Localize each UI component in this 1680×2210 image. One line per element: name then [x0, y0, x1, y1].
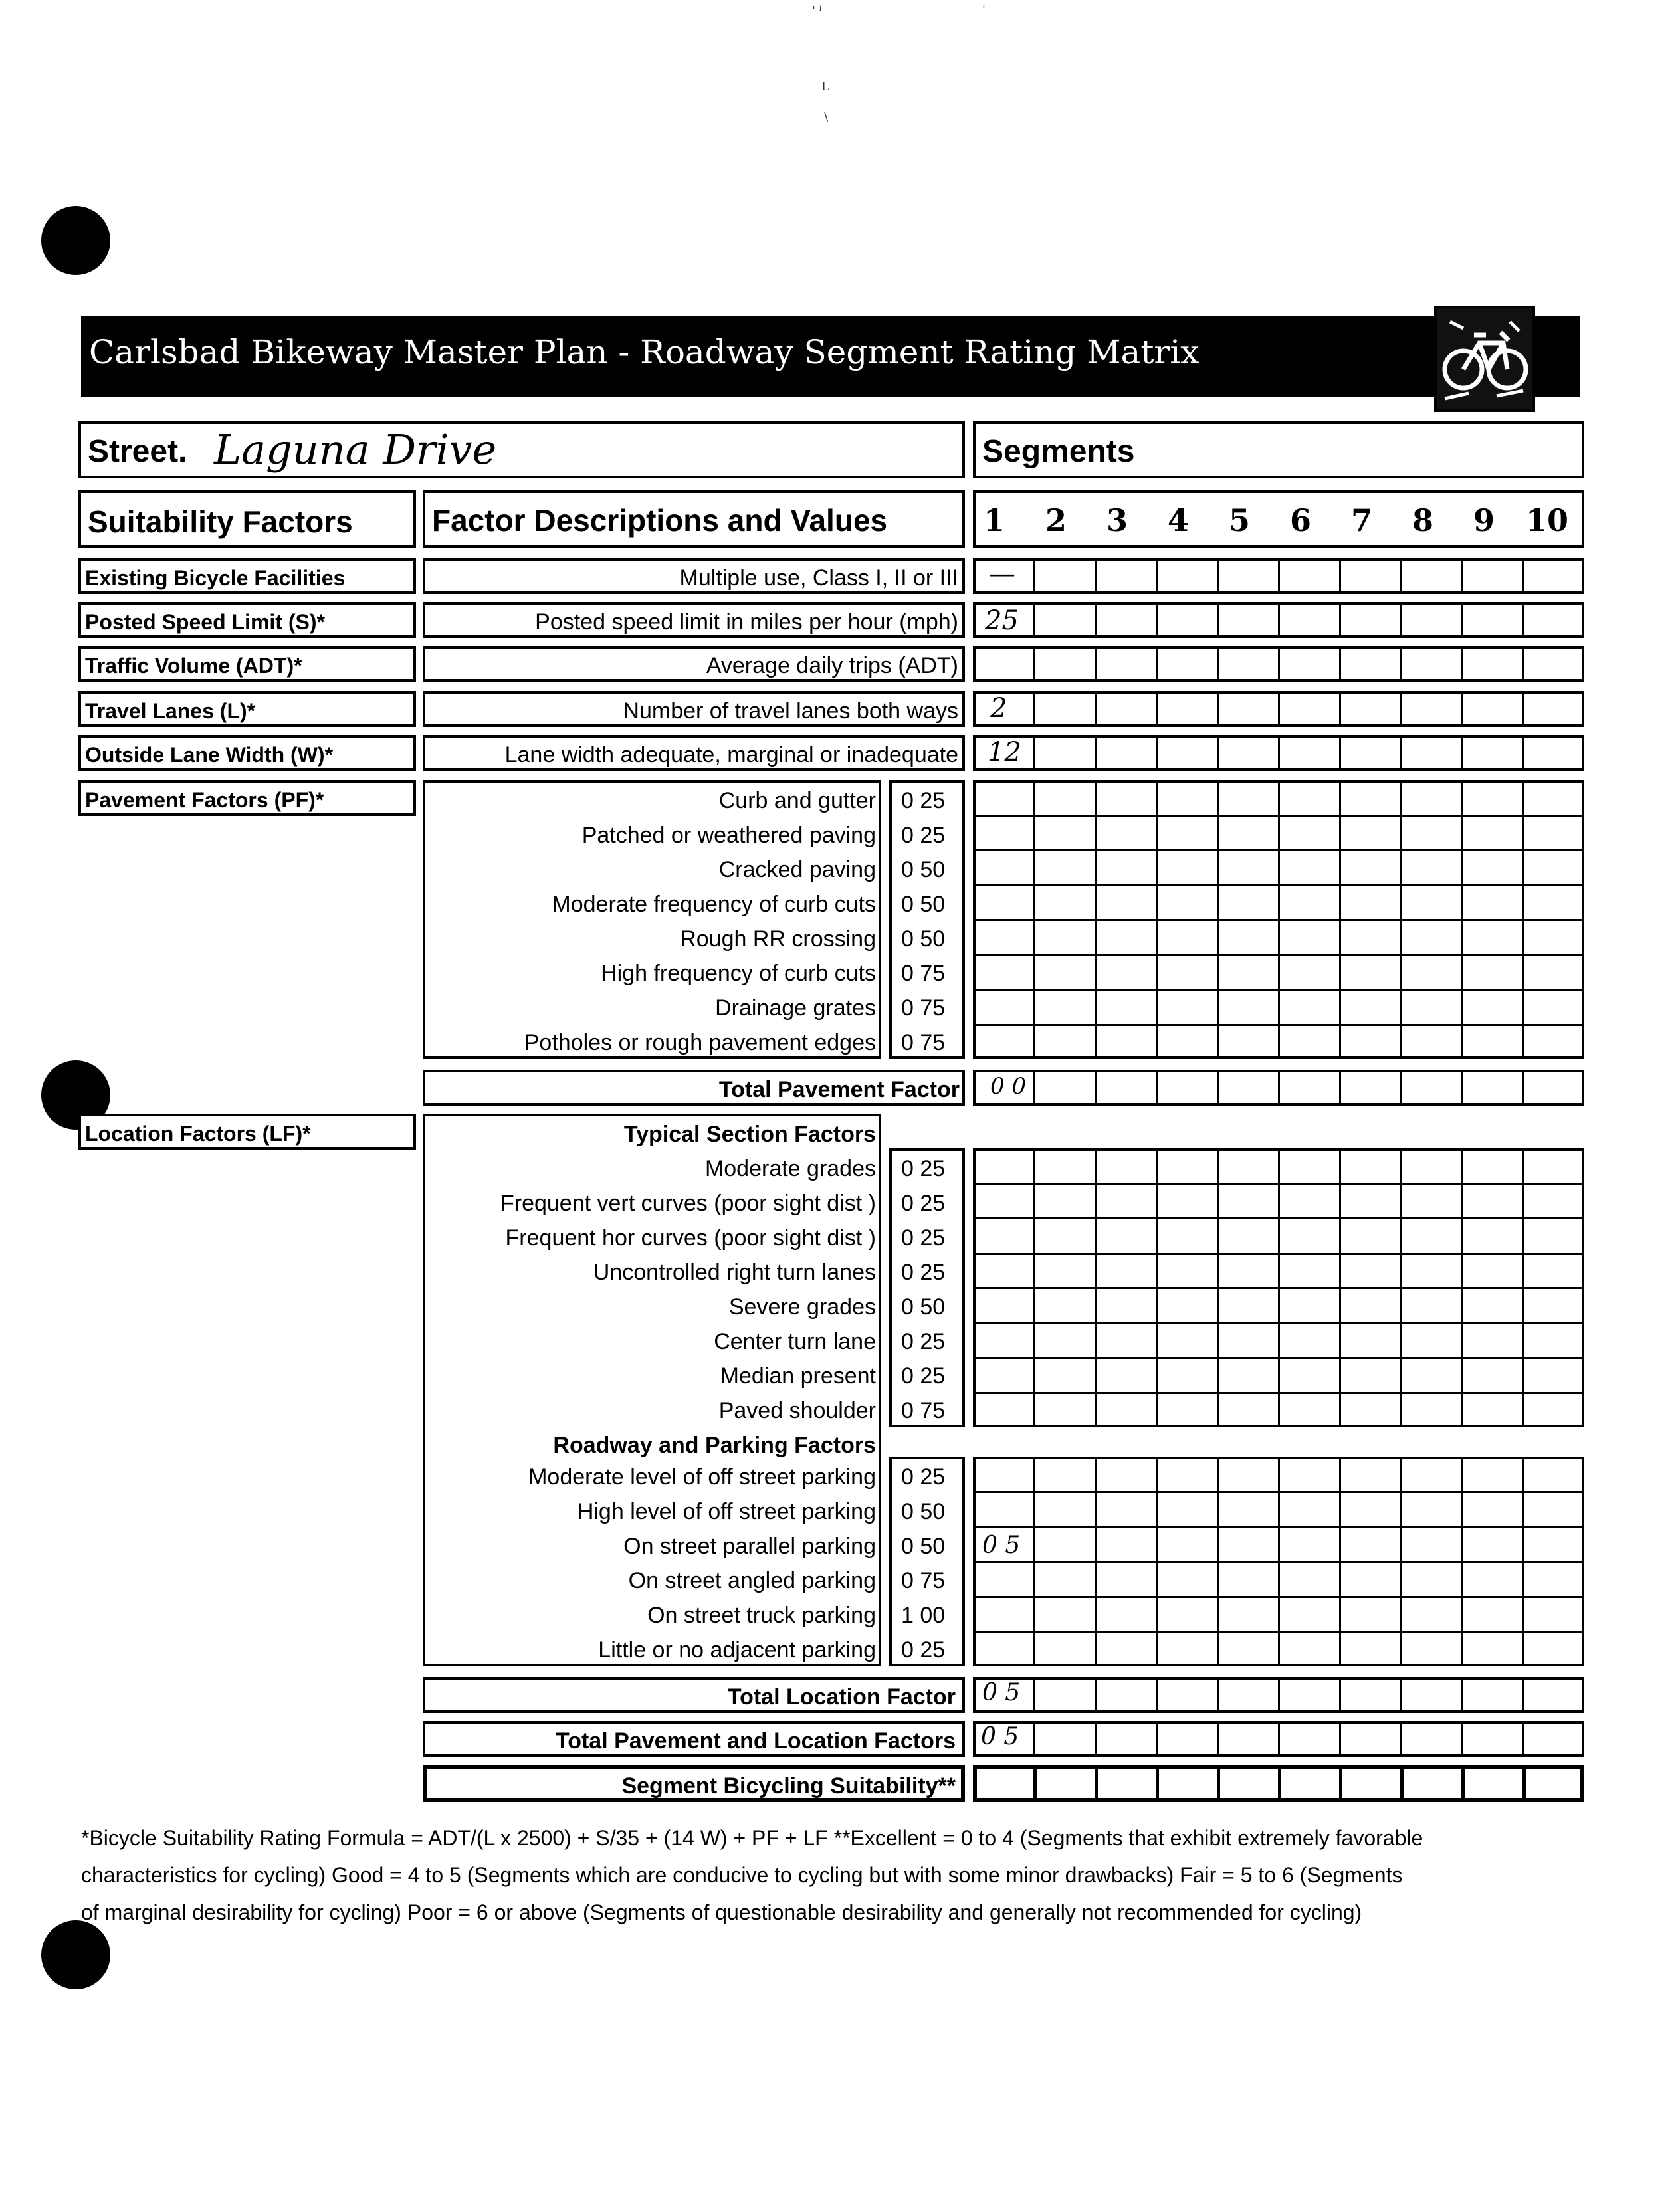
grid-column-divider: [1033, 1677, 1035, 1713]
typical-section-heading: Typical Section Factors: [623, 1122, 876, 1147]
grid-column-divider: [1095, 1765, 1098, 1802]
grid-column-divider: [1033, 558, 1035, 594]
grid-column-divider: [1095, 1677, 1097, 1713]
typical-item: Frequent vert curves (poor sight dist ): [500, 1191, 876, 1216]
street-value[interactable]: Laguna Drive: [214, 425, 497, 474]
grid-column-divider: [1400, 558, 1402, 594]
grid-row-divider: [973, 1526, 1584, 1528]
grid-row-divider: [973, 849, 1584, 851]
parking-item: On street truck parking: [647, 1603, 876, 1628]
grid-column-divider: [1095, 691, 1097, 727]
grid-column-divider: [1217, 602, 1219, 638]
grid-column-divider: [1400, 1070, 1402, 1106]
typical-value: 0 75: [901, 1398, 946, 1423]
grid-column-divider: [1217, 691, 1219, 727]
grid-column-divider: [1278, 1070, 1280, 1106]
grid-column-divider: [1400, 1677, 1402, 1713]
grid-column-divider: [1339, 735, 1341, 771]
grid-row-divider: [973, 1183, 1584, 1185]
segment-numbers-header: [973, 490, 1584, 548]
factor-label-width: Outside Lane Width (W)*: [78, 735, 416, 771]
pavement-item: High frequency of curb cuts: [601, 961, 876, 986]
grid-row-divider: [973, 1024, 1584, 1026]
pavement-value: 0 25: [901, 823, 946, 848]
segment-number: 10: [1525, 502, 1568, 538]
segment-number: 2: [1045, 502, 1067, 538]
grid-row-divider: [973, 954, 1584, 956]
parking-item: On street angled parking: [628, 1568, 876, 1593]
factor-desc-speed: Posted speed limit in miles per hour (mph): [423, 602, 965, 638]
grid-column-divider: [1033, 602, 1035, 638]
grid-column-divider: [1278, 602, 1280, 638]
grid-column-divider: [1217, 558, 1219, 594]
segment-number: 6: [1289, 502, 1311, 538]
grid-column-divider: [1522, 646, 1524, 682]
grid-column-divider: [1156, 1070, 1158, 1106]
footnote-line: of marginal desirability for cycling) Poor = 6 or above (Segments of questionable desirability and generally not recommended for cycling): [81, 1900, 1362, 1924]
typical-value: 0 25: [901, 1260, 946, 1285]
grid-column-divider: [1033, 735, 1035, 771]
factor-desc-lanes: Number of travel lanes both ways: [423, 691, 965, 727]
segment-entry[interactable]: 0 0: [990, 1073, 1027, 1100]
scan-mark: \: [824, 110, 829, 124]
pavement-value: 0 25: [901, 788, 946, 813]
grid-column-divider: [1522, 602, 1524, 638]
scan-mark: ' ⁱ: [812, 4, 822, 18]
grid-row-divider: [973, 815, 1584, 817]
typical-item: Paved shoulder: [718, 1398, 876, 1423]
grid-row-divider: [973, 884, 1584, 886]
grid-column-divider: [1461, 1070, 1463, 1106]
grid-column-divider: [1278, 691, 1280, 727]
grid-row-divider: [973, 1491, 1584, 1493]
grid-column-divider: [1095, 602, 1097, 638]
grid-column-divider: [1461, 1765, 1465, 1802]
grid-column-divider: [1339, 1721, 1341, 1757]
grid-row-divider: [973, 989, 1584, 991]
parking-value: 1 00: [901, 1603, 946, 1628]
grid-column-divider: [1217, 646, 1219, 682]
grid-column-divider: [1095, 646, 1097, 682]
total-pavement-location-label: Total Pavement and Location Factors: [423, 1721, 965, 1757]
grid-row-divider: [973, 1631, 1584, 1633]
suitability-factors-header: Suitability Factors: [78, 490, 416, 548]
grid-column-divider: [1461, 602, 1463, 638]
grid-column-divider: [1278, 646, 1280, 682]
grid-column-divider: [1033, 691, 1035, 727]
grid-column-divider: [1095, 558, 1097, 594]
grid-column-divider: [1033, 1721, 1035, 1757]
grid-column-divider: [1339, 558, 1341, 594]
segment-number: 7: [1350, 502, 1372, 538]
grid-column-divider: [1033, 646, 1035, 682]
parking-item: High level of off street parking: [577, 1499, 876, 1524]
pavement-item: Rough RR crossing: [680, 926, 876, 952]
grid-column-divider: [1278, 1765, 1281, 1802]
parking-value: 0 25: [901, 1637, 946, 1662]
pavement-item: Patched or weathered paving: [581, 823, 876, 848]
pavement-factors-label: Pavement Factors (PF)*: [78, 780, 416, 816]
grid-column-divider: [1522, 691, 1524, 727]
bicycle-logo-icon: [1434, 306, 1535, 412]
segment-entry[interactable]: 0 5: [982, 1679, 1021, 1706]
typical-item: Uncontrolled right turn lanes: [593, 1260, 876, 1285]
segment-number: 8: [1412, 502, 1433, 538]
grid-column-divider: [1217, 1721, 1219, 1757]
grid-column-divider: [1522, 1765, 1526, 1802]
title-banner: [81, 316, 1580, 397]
grid-column-divider: [1400, 1765, 1404, 1802]
grid-row-divider: [973, 1561, 1584, 1563]
pavement-value: 0 50: [901, 857, 946, 882]
pavement-value: 0 75: [901, 995, 946, 1021]
typical-value: 0 25: [901, 1156, 946, 1181]
segment-entry[interactable]: 2: [990, 693, 1007, 724]
segment-entry[interactable]: 0 5: [982, 1532, 1021, 1559]
typical-value: 0 25: [901, 1225, 946, 1251]
parking-value: 0 25: [901, 1464, 946, 1490]
grid-column-divider: [1156, 602, 1158, 638]
grid-column-divider: [1400, 646, 1402, 682]
pavement-item: Curb and gutter: [718, 788, 876, 813]
total-pavement-factor-label: Total Pavement Factor: [423, 1070, 965, 1106]
parking-heading: Roadway and Parking Factors: [553, 1433, 876, 1458]
grid-column-divider: [1400, 735, 1402, 771]
grid-column-divider: [1461, 646, 1463, 682]
pavement-value: 0 50: [901, 926, 946, 952]
binder-hole-top: [41, 206, 110, 275]
grid-row-divider: [973, 1392, 1584, 1394]
factor-desc-existing: Multiple use, Class I, II or III: [423, 558, 965, 594]
grid-column-divider: [1217, 735, 1219, 771]
typical-item: Median present: [720, 1363, 876, 1389]
grid-column-divider: [1339, 1070, 1341, 1106]
footnote-line: characteristics for cycling) Good = 4 to 5 (Segments which are conducive to cycling but with some minor drawbacks) Fair = 5 to 6 (Segments: [81, 1863, 1403, 1887]
grid-row-divider: [973, 1253, 1584, 1255]
grid-column-divider: [1217, 1070, 1219, 1106]
parking-value: 0 50: [901, 1499, 946, 1524]
pavement-item: Potholes or rough pavement edges: [524, 1030, 876, 1055]
grid-column-divider: [1461, 735, 1463, 771]
segment-number: 4: [1167, 502, 1189, 538]
street-label: Street.: [88, 434, 187, 469]
typical-value: 0 25: [901, 1191, 946, 1216]
grid-column-divider: [1522, 1070, 1524, 1106]
grid-row-divider: [973, 1217, 1584, 1219]
grid-row-divider: [973, 1596, 1584, 1598]
segment-suitability-label: Segment Bicycling Suitability**: [423, 1765, 965, 1802]
pavement-item: Drainage grates: [715, 995, 876, 1021]
grid-column-divider: [1217, 1765, 1220, 1802]
pavement-item: Cracked paving: [718, 857, 876, 882]
grid-column-divider: [1156, 1677, 1158, 1713]
pavement-value: 0 50: [901, 892, 946, 917]
segment-number: 5: [1228, 502, 1250, 538]
segment-entry[interactable]: —: [989, 559, 1015, 589]
grid-column-divider: [1095, 735, 1097, 771]
grid-column-divider: [1461, 691, 1463, 727]
grid-column-divider: [1156, 1765, 1159, 1802]
pavement-value: 0 75: [901, 961, 946, 986]
typical-item: Moderate grades: [704, 1156, 876, 1181]
grid-row-divider: [973, 1287, 1584, 1289]
factor-label-lanes: Travel Lanes (L)*: [78, 691, 416, 727]
grid-column-divider: [1461, 1721, 1463, 1757]
grid-column-divider: [1400, 1721, 1402, 1757]
grid-column-divider: [1095, 1070, 1097, 1106]
street-box: [78, 421, 965, 478]
grid-column-divider: [1033, 1765, 1037, 1802]
typical-value: 0 25: [901, 1363, 946, 1389]
grid-row-divider: [973, 919, 1584, 921]
descriptions-header: Factor Descriptions and Values: [423, 490, 965, 548]
factor-label-existing: Existing Bicycle Facilities: [78, 558, 416, 594]
grid-column-divider: [1156, 691, 1158, 727]
grid-column-divider: [1278, 1721, 1280, 1757]
segment-entry[interactable]: 0 5: [981, 1723, 1019, 1750]
grid-row-divider: [973, 1322, 1584, 1324]
scan-mark: ': [982, 3, 986, 17]
binder-hole-bottom: [41, 1920, 110, 1989]
pavement-item: Moderate frequency of curb cuts: [552, 892, 876, 917]
segments-header-box: [973, 421, 1584, 478]
location-factors-label: Location Factors (LF)*: [78, 1114, 416, 1150]
grid-column-divider: [1156, 735, 1158, 771]
parking-item: Little or no adjacent parking: [598, 1637, 876, 1662]
grid-column-divider: [1522, 735, 1524, 771]
typical-item: Center turn lane: [714, 1329, 876, 1354]
grid-column-divider: [1278, 1677, 1280, 1713]
grid-column-divider: [1095, 1721, 1097, 1757]
footnote-line: *Bicycle Suitability Rating Formula = ADT/(L x 2500) + S/35 + (14 W) + PF + LF **Excellent = 0 to 4 (Segments that exhibit extremely favorable: [81, 1826, 1423, 1850]
factor-desc-width: Lane width adequate, marginal or inadequate: [423, 735, 965, 771]
grid-row-divider: [973, 1357, 1584, 1359]
parking-item: On street parallel parking: [623, 1534, 876, 1559]
segments-label: Segments: [982, 434, 1135, 469]
grid-column-divider: [1156, 1721, 1158, 1757]
grid-column-divider: [1339, 602, 1341, 638]
grid-column-divider: [1522, 558, 1524, 594]
parking-value: 0 75: [901, 1568, 946, 1593]
grid-column-divider: [1522, 1721, 1524, 1757]
grid-column-divider: [1339, 1677, 1341, 1713]
grid-column-divider: [1461, 558, 1463, 594]
total-location-factor-label: Total Location Factor: [423, 1677, 965, 1713]
typical-value: 0 25: [901, 1329, 946, 1354]
grid-column-divider: [1033, 1070, 1035, 1106]
parking-item: Moderate level of off street parking: [528, 1464, 876, 1490]
grid-column-divider: [1156, 558, 1158, 594]
grid-column-divider: [1278, 735, 1280, 771]
grid-column-divider: [1400, 602, 1402, 638]
grid-column-divider: [1522, 1677, 1524, 1713]
segment-number: 3: [1106, 502, 1128, 538]
segment-number: 9: [1473, 502, 1495, 538]
grid-column-divider: [1339, 646, 1341, 682]
segment-entry[interactable]: 12: [988, 737, 1021, 767]
grid-column-divider: [1278, 558, 1280, 594]
grid-column-divider: [1217, 1677, 1219, 1713]
scan-mark: L: [821, 80, 829, 94]
grid-column-divider: [1156, 646, 1158, 682]
factor-label-traffic: Traffic Volume (ADT)*: [78, 646, 416, 682]
factor-desc-traffic: Average daily trips (ADT): [423, 646, 965, 682]
segment-entry[interactable]: 25: [985, 605, 1019, 636]
grid-column-divider: [1339, 1765, 1342, 1802]
page-title: Carlsbad Bikeway Master Plan - Roadway Segment Rating Matrix: [89, 333, 1200, 371]
parking-value: 0 50: [901, 1534, 946, 1559]
typical-item: Frequent hor curves (poor sight dist ): [505, 1225, 876, 1251]
typical-value: 0 50: [901, 1294, 946, 1320]
typical-item: Severe grades: [728, 1294, 876, 1320]
grid-column-divider: [1339, 691, 1341, 727]
factor-label-speed: Posted Speed Limit (S)*: [78, 602, 416, 638]
segment-number: 1: [983, 502, 1005, 538]
pavement-value: 0 75: [901, 1030, 946, 1055]
grid-column-divider: [1461, 1677, 1463, 1713]
grid-column-divider: [1400, 691, 1402, 727]
